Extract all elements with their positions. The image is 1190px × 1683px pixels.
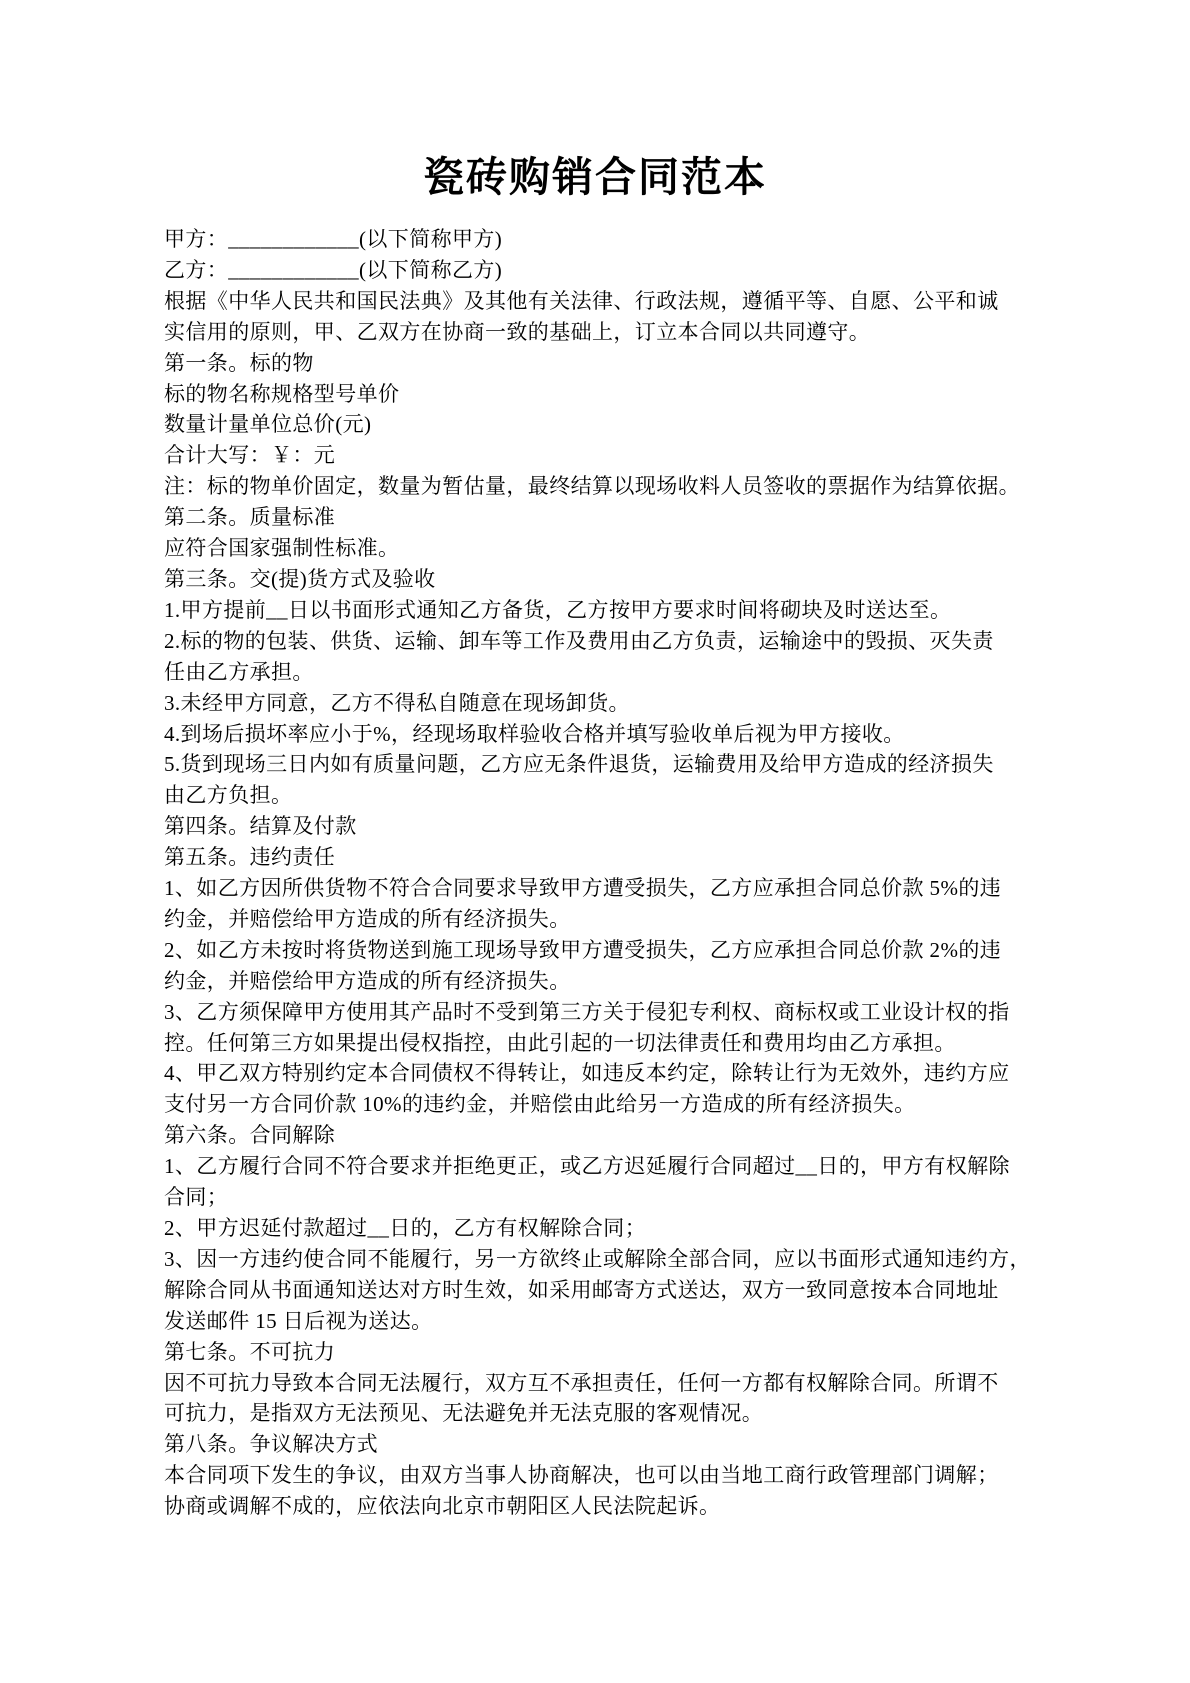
contract-line: 第六条。合同解除	[164, 1123, 336, 1148]
contract-line: 第八条。争议解决方式	[164, 1432, 378, 1457]
contract-line: 1.甲方提前__日以书面形式通知乙方备货，乙方按甲方要求时间将砌块及时送达至。	[164, 597, 952, 622]
contract-line: 合计大写：￥：元	[164, 443, 336, 468]
contract-line: 注：标的物单价固定，数量为暂估量，最终结算以现场收料人员签收的票据作为结算依据。	[164, 474, 1020, 499]
contract-line: 任由乙方承担。	[164, 659, 314, 684]
contract-line: 第五条。违约责任	[164, 845, 336, 870]
contract-line: 约金，并赔偿给甲方造成的所有经济损失。	[164, 906, 571, 931]
contract-line: 4.到场后损坏率应小于%，经现场取样验收合格并填写验收单后视为甲方接收。	[164, 721, 905, 746]
contract-line: 1、如乙方因所供货物不符合合同要求导致甲方遭受损失，乙方应承担合同总价款 5%的违	[164, 876, 1002, 901]
contract-line: 1、乙方履行合同不符合要求并拒绝更正，或乙方迟延履行合同超过__日的，甲方有权解除	[164, 1154, 1010, 1179]
contract-line: 数量计量单位总价(元)	[164, 412, 372, 437]
contract-line: 应符合国家强制性标准。	[164, 536, 400, 561]
contract-line: 第七条。不可抗力	[164, 1339, 336, 1364]
contract-line: 甲方：____________(以下简称甲方)	[164, 227, 503, 251]
contract-line: 第四条。结算及付款	[164, 814, 357, 839]
contract-line: 发送邮件 15 日后视为送达。	[164, 1308, 433, 1333]
contract-line: 3、乙方须保障甲方使用其产品时不受到第三方关于侵犯专利权、商标权或工业设计权的指	[164, 999, 1010, 1024]
contract-line: 2、如乙方未按时将货物送到施工现场导致甲方遭受损失，乙方应承担合同总价款 2%的违	[164, 937, 1002, 962]
contract-line: 约金，并赔偿给甲方造成的所有经济损失。	[164, 968, 571, 993]
document-title: 瓷砖购销合同范本	[423, 154, 767, 200]
contract-line: 乙方：____________(以下简称乙方)	[164, 257, 503, 282]
contract-line: 5.货到现场三日内如有质量问题，乙方应无条件退货，运输费用及给甲方造成的经济损失	[164, 752, 994, 777]
contract-line: 因不可抗力导致本合同无法履行，双方互不承担责任，任何一方都有权解除合同。所谓不	[164, 1370, 999, 1395]
contract-line: 3.未经甲方同意，乙方不得私自随意在现场卸货。	[164, 690, 630, 715]
contract-line: 由乙方负担。	[164, 783, 293, 808]
contract-line: 3、因一方违约使合同不能履行，另一方欲终止或解除全部合同，应以书面形式通知违约方，	[164, 1246, 1031, 1271]
contract-line: 本合同项下发生的争议，由双方当事人协商解决，也可以由当地工商行政管理部门调解；	[164, 1463, 999, 1488]
contract-line: 解除合同从书面通知送达对方时生效，如采用邮寄方式送达，双方一致同意按本合同地址	[164, 1277, 999, 1302]
contract-line: 实信用的原则，甲、乙双方在协商一致的基础上，订立本合同以共同遵守。	[164, 319, 871, 344]
contract-line: 合同；	[164, 1185, 229, 1210]
contract-line: 2、甲方迟延付款超过__日的，乙方有权解除合同；	[164, 1216, 647, 1240]
contract-line: 控。任何第三方如果提出侵权指控，由此引起的一切法律责任和费用均由乙方承担。	[164, 1030, 956, 1055]
contract-line: 第一条。标的物	[164, 350, 314, 375]
contract-line: 第三条。交(提)货方式及验收	[164, 566, 436, 591]
contract-line: 标的物名称规格型号单价	[164, 381, 400, 406]
contract-line: 2.标的物的包装、供货、运输、卸车等工作及费用由乙方负责，运输途中的毁损、灭失责	[164, 628, 994, 653]
contract-line: 支付另一方合同价款 10%的违约金，并赔偿由此给另一方造成的所有经济损失。	[164, 1092, 916, 1117]
contract-line: 协商或调解不成的，应依法向北京市朝阳区人民法院起诉。	[164, 1494, 721, 1519]
contract-body	[164, 224, 1034, 1522]
contract-line: 第二条。质量标准	[164, 505, 336, 530]
contract-line: 可抗力，是指双方无法预见、无法避免并无法克服的客观情况。	[164, 1401, 764, 1426]
contract-line: 4、甲乙双方特别约定本合同债权不得转让，如违反本约定，除转让行为无效外，违约方应	[164, 1061, 1010, 1086]
contract-line: 根据《中华人民共和国民法典》及其他有关法律、行政法规，遵循平等、自愿、公平和诚	[164, 288, 999, 313]
